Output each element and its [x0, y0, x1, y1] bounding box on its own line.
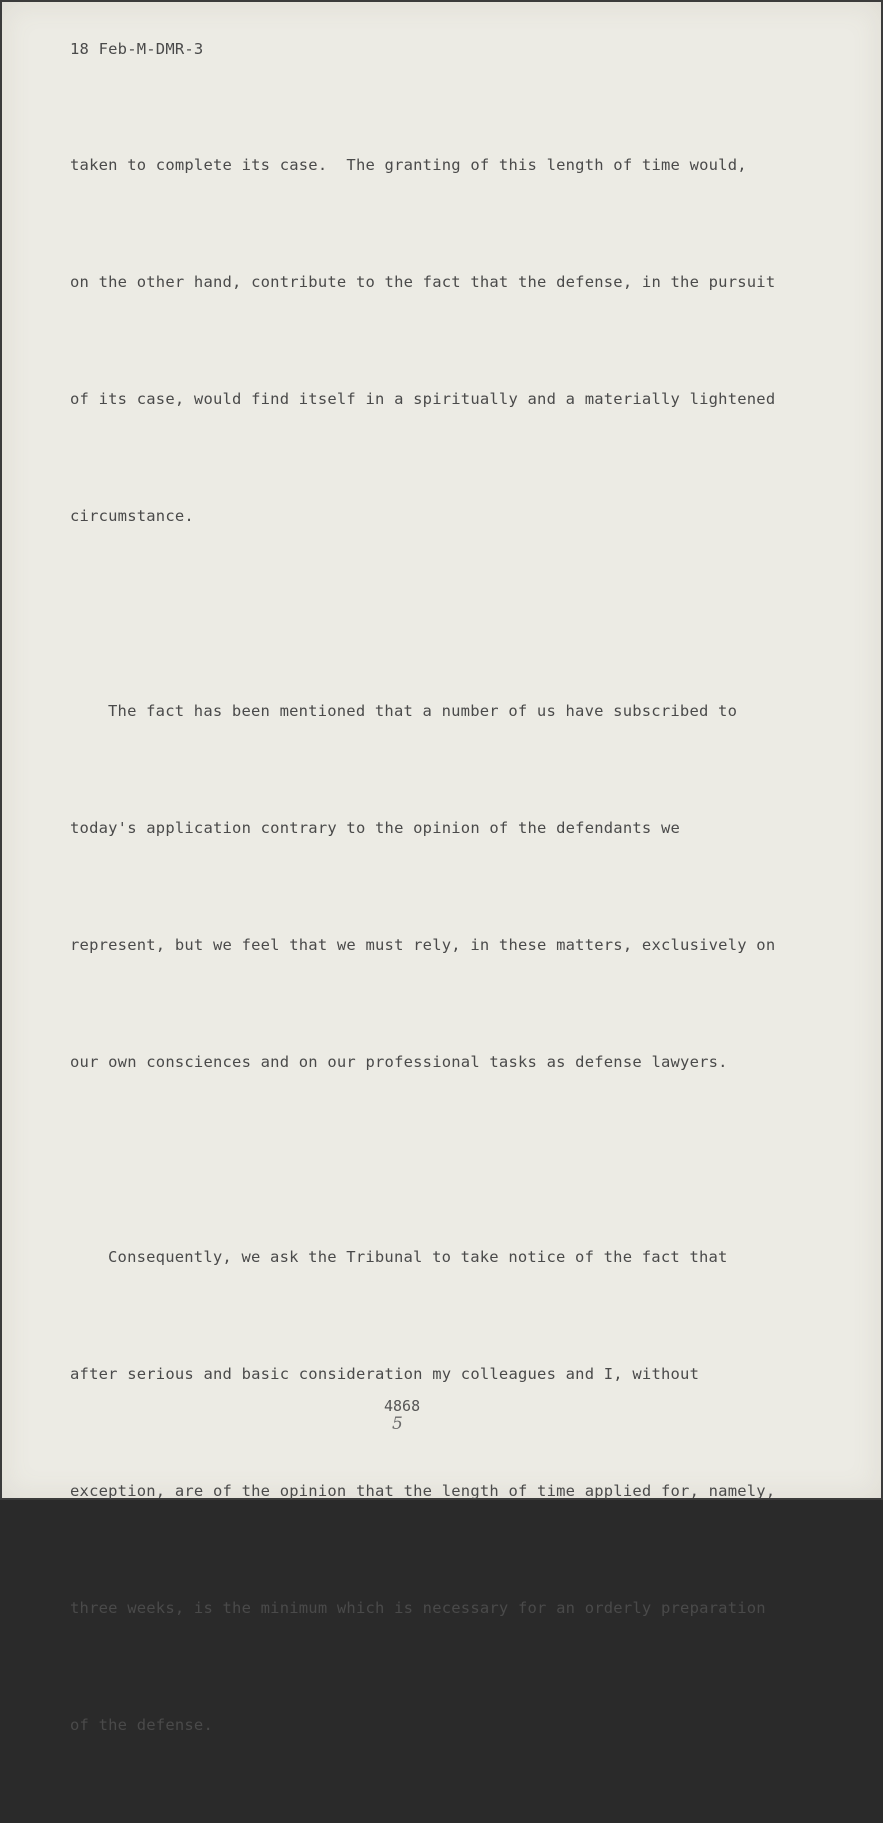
document-header: 18 Feb-M-DMR-3 — [70, 40, 204, 58]
text-line: Consequently, we ask the Tribunal to take notice of the fact that — [108, 1248, 728, 1266]
page-number — [384, 1397, 420, 1433]
text-line: exception, are of the opinion that the length of time applied for, namely, — [70, 1482, 776, 1500]
page-number-typed: 4868 — [384, 1397, 421, 1415]
paragraph-3 — [70, 1160, 830, 1823]
text-line: The fact has been mentioned that a number of us have subscribed to — [108, 702, 738, 720]
text-line: of the defense. — [70, 1716, 213, 1734]
text-line: today's application contrary to the opinion of the defendants we — [70, 819, 681, 837]
paragraph-2 — [70, 614, 830, 1160]
text-line: our own consciences and on our professional tasks as defense lawyers. — [70, 1053, 728, 1071]
paragraph-1 — [70, 68, 830, 614]
text-line: of its case, would find itself in a spiritually and a materially lightened — [70, 390, 776, 408]
document-body — [70, 38, 830, 1823]
text-line: on the other hand, contribute to the fact that the defense, in the pursuit — [70, 273, 776, 291]
page-number-handwritten: 5 — [392, 1414, 403, 1434]
text-line: taken to complete its case. The granting of this length of time would, — [70, 156, 747, 174]
text-line: represent, but we feel that we must rely, in these matters, exclusively on — [70, 936, 776, 954]
text-line: three weeks, is the minimum which is necessary for an orderly preparation — [70, 1599, 766, 1617]
text-line: circumstance. — [70, 507, 194, 525]
text-line: after serious and basic consideration my colleagues and I, without — [70, 1365, 700, 1383]
